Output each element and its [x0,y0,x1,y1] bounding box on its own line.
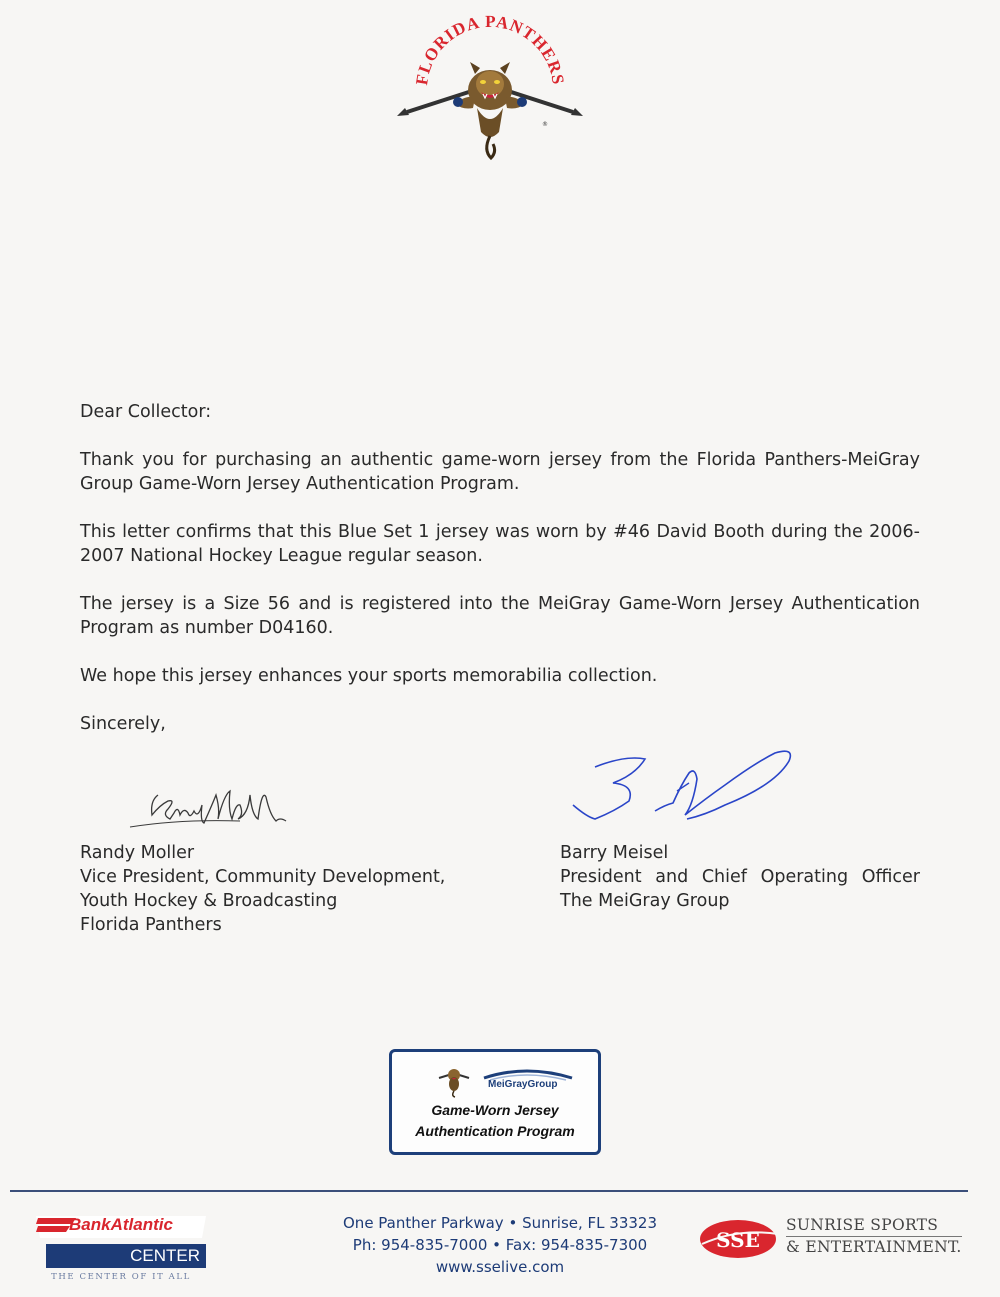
address-line: One Panther Parkway • Sunrise, FL 33323 [343,1214,657,1232]
svg-text:®: ® [542,121,548,128]
paragraph-hope: We hope this jersey enhances your sports memorabilia collection. [80,666,658,686]
meigray-brand-logo [476,1068,576,1094]
signatory-left-title-3: Florida Panthers [80,915,222,935]
signature-randy-moller-image [120,775,290,845]
sse-name-line-2: & ENTERTAINMENT. [786,1238,962,1256]
signature-barry-meisel-image [565,745,805,835]
arena-name: BankAtlantic [69,1215,173,1234]
phone-fax-line: Ph: 954-835-7000 • Fax: 954-835-7300 [352,1236,648,1254]
paragraph-confirmation: This letter confirms that this Blue Set 1 jersey was worn by #46 David Booth during the 2006-2007 National Hockey League regular season. [80,522,920,566]
sse-mark-text: SSE [716,1228,760,1252]
footer-address [290,1212,710,1278]
paragraph-thanks: Thank you for purchasing an authentic game-worn jersey from the Florida Panthers-MeiGray Group Game-Worn Jersey Authentication Program. [80,450,920,494]
arena-venue: CENTER [46,1244,206,1268]
signatory-left-name: Randy Moller [80,843,195,863]
signatory-right-name: Barry Meisel [560,843,669,863]
bankatlantic-center-logo [36,1212,206,1286]
authentication-badge [389,1049,601,1155]
signatory-left-title-1: Vice President, Community Development, [80,867,446,887]
sse-mark-icon [698,1218,782,1260]
paragraph-registration: The jersey is a Size 56 and is registered into the MeiGray Game-Worn Jersey Authentication Program as number D04160. [80,594,920,638]
signatory-left [80,841,520,937]
svg-text:FLORIDA PANTHERS: FLORIDA PANTHERS [412,12,568,87]
letter-body [80,400,920,760]
signatory-right [560,841,920,913]
panthers-mini-logo-icon [438,1062,470,1098]
salutation: Dear Collector: [80,402,212,422]
arena-tagline: THE CENTER OF IT ALL [51,1272,191,1282]
footer-divider [10,1190,968,1192]
closing: Sincerely, [80,714,166,734]
signatory-left-title-2: Youth Hockey & Broadcasting [80,891,338,911]
website-link[interactable]: www.sselive.com [435,1258,565,1276]
badge-line-2: Authentication Program [415,1123,575,1139]
signatory-right-title-2: The MeiGray Group [560,891,730,911]
badge-line-1: Game-Worn Jersey [431,1102,559,1118]
signatory-right-title-1: President and Chief Operating Officer [560,867,920,887]
sse-name-line-1: SUNRISE SPORTS [786,1216,939,1234]
sse-company-name [786,1216,976,1257]
florida-panthers-logo [395,12,585,162]
meigray-brand-text: MeiGrayGroup [488,1079,558,1090]
sunrise-sports-logo [698,1214,973,1264]
